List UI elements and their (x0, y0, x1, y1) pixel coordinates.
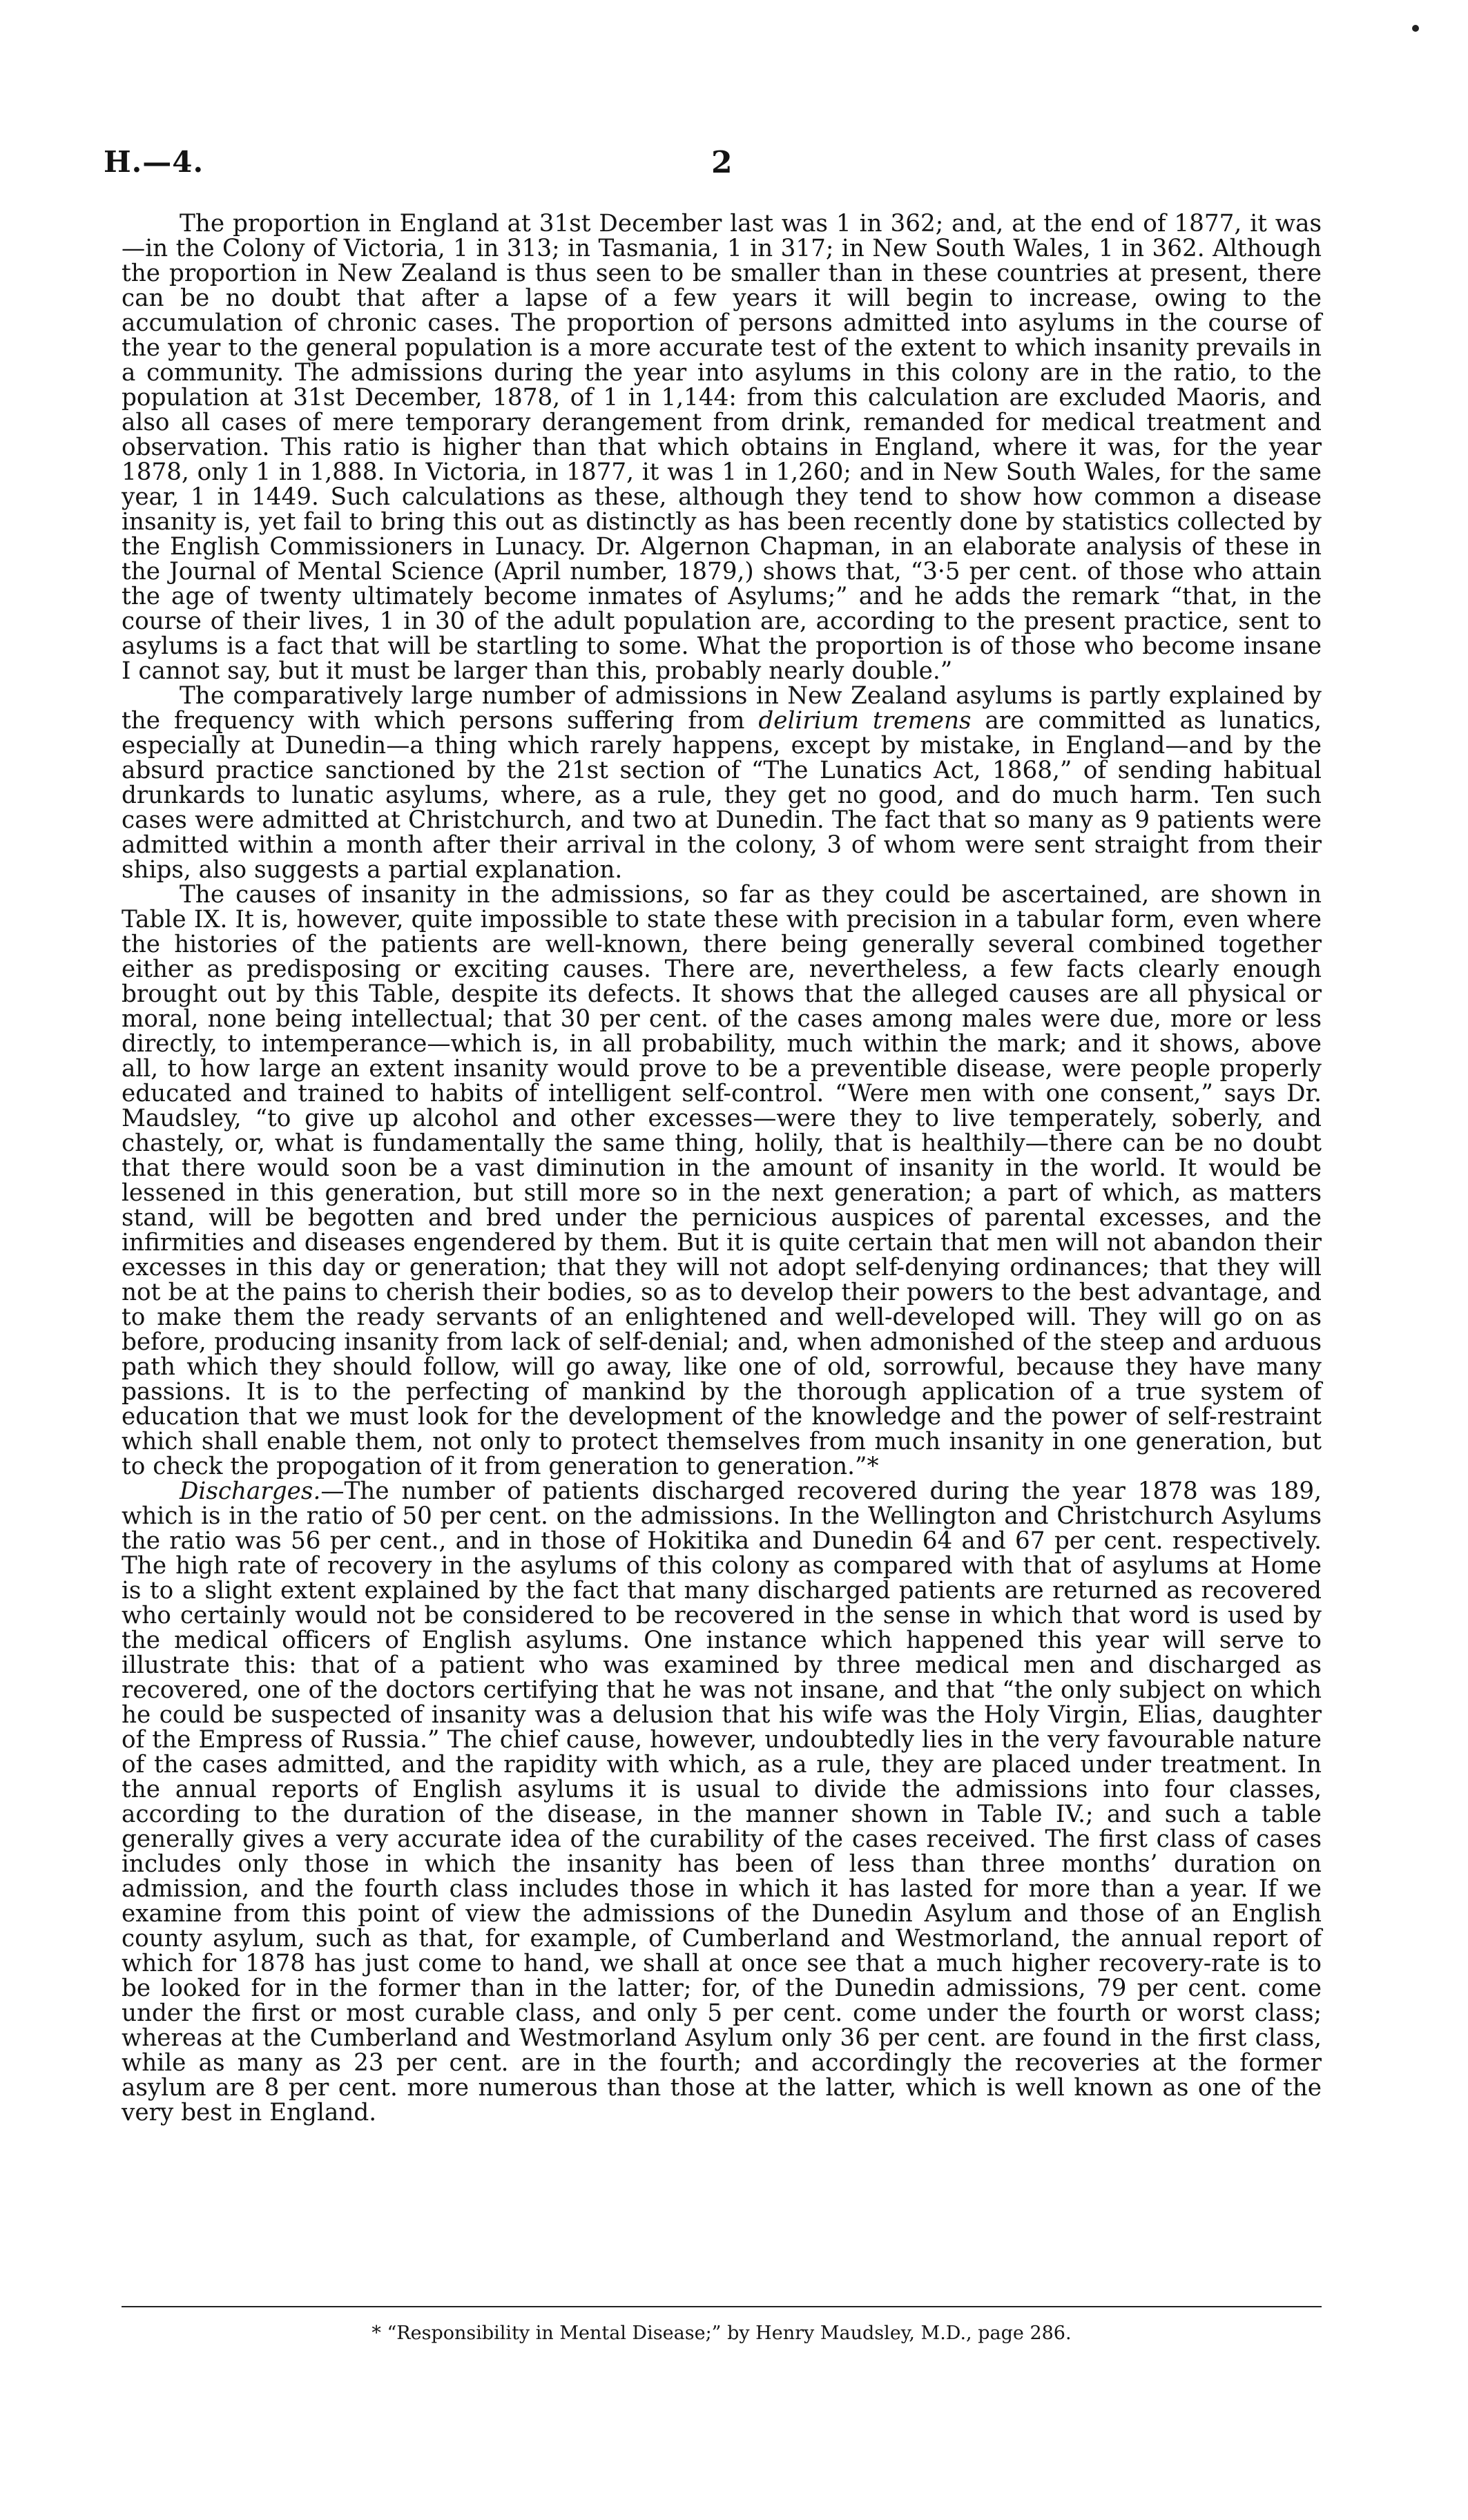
paragraph-admissions-explained (122, 684, 1322, 882)
page-header (104, 145, 1340, 186)
paragraph-causes-of-insanity (122, 882, 1322, 1479)
paragraph-discharges (122, 1479, 1322, 2125)
paragraph-text: The comparatively large number of admissions in New Zealand asylums is partly explained by the frequency with which persons suffering from delirium tremens are committed as lunatics, especially at Dunedin—a thing which rarely happens, except by mistake, in England—and by the absurd practice sanctioned by the 21st section of “The Lunatics Act, 1868,” of sending habitual drunkards to lunatic asylums, where, as a rule, they get no good, and do much harm. Ten such cases were admitted at Christchurch, and two at Dunedin. The fact that so many as 9 patients were admitted within a month after their arrival in the colony, 3 of whom were sent straight from their ships, also suggests a partial explanation. (122, 682, 1322, 884)
scan-mark-dot (1412, 25, 1419, 32)
paragraph-text: The proportion in England at 31st December last was 1 in 362; and, at the end of 1877, it was—in the Colony of Victoria, 1 in 313; in Tasmania, 1 in 317; in New South Wales, 1 in 362. Although the proportion in New Zealand is thus seen to be smaller than in these countries at present, there can be no doubt that after a lapse of a few years it will begin to increase, owing to the accumulation of chronic cases. The proportion of persons admitted into asylums in the course of the year to the general population is a more accurate test of the extent to which insanity prevails in a community. The admissions during the year into asylums in this colony are in the ratio, to the population at 31st December, 1878, of 1 in 1,144: from this calculation are excluded Maoris, and also all cases of mere temporary derangement from drink, remanded for medical treatment and observation. This ratio is higher than that which obtains in England, where it was, for the year 1878, only 1 in 1,888. In Victoria, in 1877, it was 1 in 1,260; and in New South Wales, for the same year, 1 in 1449. Such calculations as these, although they tend to show how common a disease insanity is, yet fail to bring this out as distinctly as has been recently done by statistics collected by the English Commissioners in Lunacy. Dr. Algernon Chapman, in an elaborate analysis of these in the Journal of Mental Science (April number, 1879,) shows that, “3·5 per cent. of those who attain the age of twenty ultimately become inmates of Asylums;” and he adds the remark “that, in the course of their lives, 1 in 30 of the adult population are, according to the present practice, sent to asylums is a fact that will be startling to some. What the proportion is of those who become insane I cannot say, but it must be larger than this, probably nearly double.” (122, 210, 1322, 685)
page-number: 2 (711, 145, 733, 180)
document-reference: H.—4. (104, 145, 204, 179)
section-runin-heading: Discharges. (180, 1477, 321, 1505)
report-body (122, 211, 1322, 2125)
footnote: * “Responsibility in Mental Disease;” by Henry Maudsley, M.D., page 286. (371, 2323, 1072, 2344)
paragraph-text: The causes of insanity in the admissions, so far as they could be ascertained, are shown in Table IX. It is, however, quite impossible to state these with precision in a tabular form, even where the histories of the patients are well-known, there being generally several combined together either as predisposing or exciting causes. There are, nevertheless, a few facts clearly enough brought out by this Table, despite its defects. It shows that the alleged causes are all physical or moral, none being intellectual; that 30 per cent. of the cases among males were due, more or less directly, to intemperance—which is, in all probability, much within the mark; and it shows, above all, to how large an extent insanity would prove to be a preventible disease, were people properly educated and trained to habits of intelligent self-control. “Were men with one consent,” says Dr. Maudsley, “to give up alcohol and other excesses—were they to live temperately, soberly, and chastely, or, what is fundamentally the same thing, holily, that is healthily—there can be no doubt that there would soon be a vast diminution in the amount of insanity in the world. It would be lessened in this generation, but still more so in the next generation; a part of which, as matters stand, will be begotten and bred under the pernicious auspices of parental excesses, and the infirmities and diseases engendered by them. But it is quite certain that men will not abandon their excesses in this day or generation; that they will not adopt self-denying ordinances; that they will not be at the pains to cherish their bodies, so as to develop their powers to the best advantage, and to make them the ready servants of an enlightened and well-developed will. They will go on as before, producing insanity from lack of self-denial; and, when admonished of the steep and arduous path which they should follow, will go away, like one of old, sorrowful, because they have many passions. It is to the perfecting of mankind by the thorough application of a true system of education that we must look for the development of the knowledge and the power of self-restraint which shall enable them, not only to protect themselves from much insanity in one generation, but to check the propogation of it from generation to generation.”* (122, 881, 1322, 1480)
footnote-divider (122, 2306, 1322, 2307)
italic-term: delirium tremens (758, 707, 972, 735)
paragraph-text: —The number of patients discharged recovered during the year 1878 was 189, which is in the ratio of 50 per cent. on the admissions. In the Wellington and Christchurch Asylums the ratio was 56 per cent., and in those of Hokitika and Dunedin 64 and 67 per cent. respectively. The high rate of recovery in the asylums of this colony as compared with that of asylums at Home is to a slight extent explained by the fact that many discharged patients are returned as recovered who certainly would not be considered to be recovered in the sense in which that word is used by the medical officers of English asylums. One instance which happened this year will serve to illustrate this: that of a patient who was examined by three medical men and discharged as recovered, one of the doctors certifying that he was not insane, and that “the only subject on which he could be suspected of insanity was a delusion that his wife was the Holy Virgin, Elias, daughter of the Empress of Russia.” The chief cause, however, undoubtedly lies in the very favourable nature of the cases admitted, and the rapidity with which, as a rule, they are placed under treatment. In the annual reports of English asylums it is usual to divide the admissions into four classes, according to the duration of the disease, in the manner shown in Table IV.; and such a table generally gives a very accurate idea of the curability of the cases received. The first class of cases includes only those in which the insanity has been of less than three months’ duration on admission, and the fourth class includes those in which it has lasted for more than a year. If we examine from this point of view the admissions of the Dunedin Asylum and those of an English county asylum, such as that, for example, of Cumberland and Westmorland, the annual report of which for 1878 has just come to hand, we shall at once see that a much higher recovery-rate is to be looked for in the former than in the latter; for, of the Dunedin admissions, 79 per cent. come under the first or most curable class, and only 5 per cent. come under the fourth or worst class; whereas at the Cumberland and Westmorland Asylum only 36 per cent. are found in the first class, while as many as 23 per cent. are in the fourth; and accordingly the recoveries at the former asylum are 8 per cent. more numerous than those at the latter, which is well known as one of the very best in England. (122, 1477, 1322, 2126)
paragraph-insanity-proportion (122, 211, 1322, 684)
